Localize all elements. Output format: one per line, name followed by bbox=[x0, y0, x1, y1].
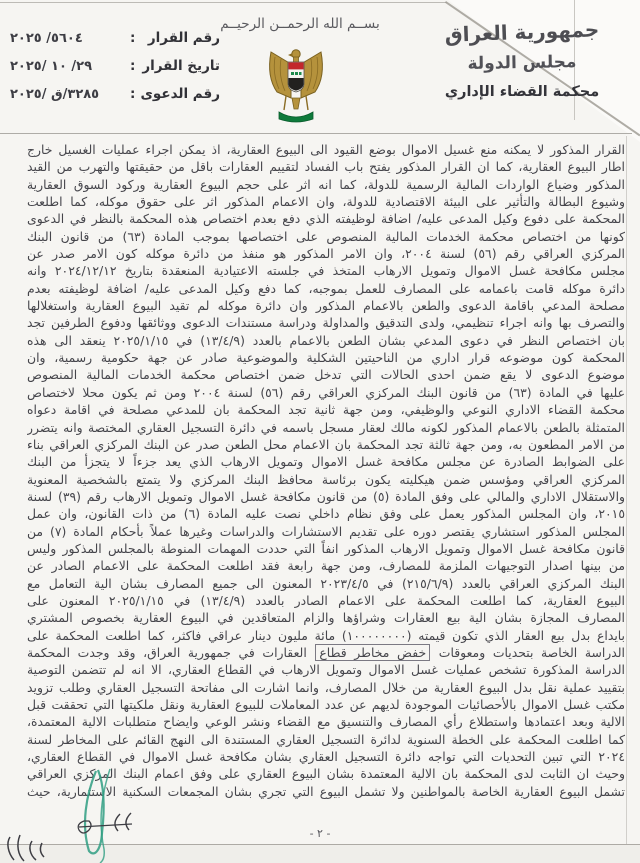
corner-ink-scribble bbox=[2, 833, 54, 863]
body-text-line: الدراسة المذكورة تشخص عمليات غسل الاموال وتمويل الارهاب في القطاع العقاري، الا انه لم تتضمن التوصية bbox=[27, 662, 625, 678]
body-text-line: اطار البيوع العقارية، كما ان القرار المذكور يفتح باب الفساد لتقييم العقارات باقل من حقيقتها والتهرب من القيد bbox=[27, 159, 625, 175]
case-number-label: رقم الدعوى : bbox=[130, 86, 220, 102]
body-text-line: والاستقلال الاداري والمالي على وفق المادة (٥) من قانون مكافحة غسل الاموال وتمويل الارهاب رقم (٣٩) لسنة bbox=[27, 488, 625, 504]
page-number: - ٢ - bbox=[309, 827, 331, 840]
body-text-line: دائرة موكله قامت باعمامه على المصارف للعمل بموجبه، كما دفع وكيل المدعى عليه/ اضافة لوظيفته بعدم bbox=[27, 280, 625, 296]
decision-number-row bbox=[10, 30, 242, 46]
body-text-line: تشمل البيوع العقارية الخاصة بالمواطنين ولا تشمل البيوع التي تجري بشان المجمعات السكنية الاستثمارية، حيث bbox=[27, 783, 625, 799]
republic-of-iraq-calligraphy: جمهورية العراق bbox=[444, 17, 600, 47]
body-text-line: مكتب غسل الاموال بالأحصائيات الموجودة لديهم عن عدد المعاملات للبيوع العقارية ونقل ملكيتها التي تحققت قبل bbox=[27, 697, 625, 712]
body-text-line: مجلس مكافحة غسل الاموال وتمويل الارهاب المتخذ في جلسته الاعتيادية المنعقدة بتاريخ ٢٠٢٤/١٢/١٢ وانه bbox=[27, 263, 625, 279]
body-text-line: من الامر المطعون به، ومن جهة ثالثة تجد المحكمة بان الاعمام محل الطعن صدر عن البنك المركزي العراقي بناء bbox=[27, 436, 625, 452]
case-number-value: ٢٠٢٥/ ق/٣٢٨٥ bbox=[10, 86, 100, 102]
body-text-line: بتقييد عملية نقل بدل البيوع العقارية من خلال المصارف، وانما اشارت الى مفاتحة التسجيل العقاري وطلب تزويد bbox=[27, 679, 625, 695]
highlight-box: خفض مخاطر قطاع bbox=[315, 644, 430, 661]
body-text-line: موضوع الدعوى لا يقع ضمن احدى الحالات التي تدخل ضمن اختصاص محكمة الخدمات المالية المنصوص bbox=[27, 367, 625, 383]
body-text-line: المتمثلة بالطعن بالاعمام المذكور لكونه مالك لعقار مسجل باسمه في دائرة التسجيل العقاري المختصة وانه يتضرر bbox=[27, 419, 625, 435]
body-text-line: بان اختصاص النظر في دعوى المدعي بشان الطعن بالاعمام بالعدد (١٣/٤/٩) في ٢٠٢٥/١/١٥ ينعقد الى هذه bbox=[27, 332, 625, 348]
signature-mark bbox=[52, 765, 186, 863]
decision-number-value: ٢٠٢٥ /٥٦٠٤ bbox=[10, 30, 83, 46]
body-text-line: الالية وبعد اعتمادها واستطلاع رأي المصارف والتنسيق مع القضاء ونشر الوعي وايضاح متطلبات الالية المعتمدة، bbox=[27, 714, 625, 730]
case-number-row bbox=[10, 86, 242, 102]
right-margin-line bbox=[626, 136, 627, 844]
decision-number-label: رقم القرار : bbox=[130, 30, 220, 46]
header-separator-line bbox=[0, 133, 632, 134]
bismillah-calligraphy: بســم الله الرحمــن الرحيــم bbox=[220, 16, 380, 32]
body-text-line: عليها في المادة (٦٣) من قانون البنك المركزي العراقي رقم (٥٦) لسنة ٢٠٠٤ ومن ثم يكون محلا لاختصاص bbox=[27, 384, 625, 400]
body-text-line: من بينها اصدار التوجيهات الملزمة للمصارف، ومن جهة رابعة فقد اطلعت المحكمة على الاعمام الصادر عن bbox=[27, 558, 625, 574]
body-text-line: البنك المركزي العراقي بالعدد (٢١٥/٦/٩) في ٢٠٢٣/٤/٥ المعنون الى جميع المصارف بشان الية التعامل مع bbox=[27, 575, 625, 591]
body-text-line: كونها من اختصاص محكمة الخدمات المالية المنصوص على اختصاصها بموجب المادة (٦٣) من قانون البنك bbox=[27, 228, 625, 244]
administrative-court-title: محكمة القضاء الإداري bbox=[444, 84, 600, 100]
body-text-line: المجلس المذكور استشاري يقتصر دوره على تقديم الاستشارات والدراسات وغيرها عملاً بأحكام المادة (٧) من bbox=[27, 523, 625, 539]
body-text-line: ٢٠١٥، وان المجلس المذكور يعمل على وفق نظام داخلي نصت عليه المادة (٦) من ذات القانون، وان عمل bbox=[27, 506, 625, 522]
state-council-calligraphy: مجلس الدولة bbox=[467, 52, 577, 74]
body-text-line: المركزي العراقي رقم (٥٦) لسنة ٢٠٠٤، وان الامر المذكور هو منفذ من دائرة موكله كون الامر صدر عن bbox=[27, 246, 625, 262]
decision-date-row bbox=[10, 58, 242, 74]
body-text-line: محكمة القضاء الاداري النوعي والوظيفي، ومن جهة ثانية تجد المحكمة بان للمدعي مصلحة في اقامة دعواه bbox=[27, 402, 625, 418]
body-text-line: الدراسة الخاصة بتحديات ومعوقات خفض مخاطر قطاع العقارات في جمهورية العراق، وقد وجدت المحكمة bbox=[27, 644, 625, 660]
paper-top-edge bbox=[0, 2, 447, 3]
body-text-line: مصلحة المدعي باقامة الدعوى والطعن بالاعمام المذكور وان دائرة موكله لم تقيد البيوع العقارية واستغلالها bbox=[27, 298, 625, 314]
body-text-line: المحكمة كون موضوعه قرار اداري من الناحيتين الشكلية والموضوعية صادر عن جهة حكومية رسمية، وان bbox=[27, 350, 625, 366]
body-text-line: كما اطلعت المحكمة على الخطة السنوية لدائرة التسجيل العقاري المستندة الى النهج القائم على المخاطر لسنة bbox=[27, 731, 625, 747]
body-text-line: القرار المذكور لا يمكنه منع غسيل الاموال بوضع القيود الى البيوع العقارية، اذ يمكن اجراء عمليات الغسيل خارج bbox=[27, 142, 625, 157]
body-text-line: المذكور وضياع الواردات المالية الرسمية للدولة، كما انه اثر على حجم البيوع العقارية وركود السوق العقارية bbox=[27, 176, 625, 192]
body-text-line: المحكمة على دفوع وكيل المدعى عليه/ اضافة لوظيفته الذي دفع بعدم اختصاص هذه المحكمة بالنظر في الدعوى bbox=[27, 211, 625, 227]
body-text-line: على الضوابط الصادرة عن مجلس مكافحة غسل الاموال وتمويل الارهاب الذي يعد جزءاً لا يتجزأ من البنك bbox=[27, 454, 625, 470]
body-text bbox=[27, 141, 625, 800]
body-text-line: المركزي العراقي ومؤسس ضمن هيكليته يكون برئاسة محافظ البنك المركزي ولا يتمتع بالشخصية المعنوية bbox=[27, 471, 625, 487]
body-text-line: البيوع العقارية، كما اطلعت المحكمة على الاعمام الصادر بالعدد (١٣/٤/٩) في ٢٠٢٥/١/١٥ المعنون على bbox=[27, 592, 625, 608]
iraq-coat-of-arms-icon bbox=[263, 46, 329, 130]
body-text-line: ٢٠٢٤ التي تبين التحديات التي تواجه دائرة التسجيل العقاري بشان مكافحة غسل الاموال في القطاع العقاري، bbox=[27, 749, 625, 765]
body-text-line: قانون مكافحة غسل الاموال وتمويل الارهاب المذكور انفاً التي حددت المهمات المنوطة بالمجلس المذكور وليس bbox=[27, 540, 625, 556]
decision-date-label: تاريخ القرار : bbox=[130, 58, 220, 74]
body-text-line: وحيث ان الثابت لدى المحكمة بان الالية المعتمدة بشان البيوع العقاري على وفق اعمام البنك المركزي العراقي bbox=[27, 766, 625, 782]
decision-reference-block bbox=[10, 30, 242, 114]
body-text-line: والتصرف بها وانه اجراء تنظيمي، ولدى التدقيق والمداولة ودراسة مستندات الدعوى ووثائقها ودفوع الطرفين تجد bbox=[27, 315, 625, 331]
body-text-line: وشيوع البطالة والتأثير على البيئة الاقتصادية للدولة، وان الاعمام المذكور اثر على حقوق موكله، كما اطلعت bbox=[27, 194, 625, 210]
decision-date-value: ٢٠٢٥/ ١٠ /٢٩ bbox=[10, 58, 93, 74]
body-text-line: بايداع بدل بيع العقار الذي تكون قيمته (١٠٠٠٠٠٠٠٠) مائة مليون دينار عراقي فاكثر، كما اطلعت المحكمة على bbox=[27, 627, 625, 643]
body-text-line: المصارف المجازة بشان الية بيع العقارات وشراؤها والزام المتعاقدين في البيوع العقارية بخصوص المشتري bbox=[27, 610, 625, 626]
court-letterhead bbox=[418, 17, 626, 100]
